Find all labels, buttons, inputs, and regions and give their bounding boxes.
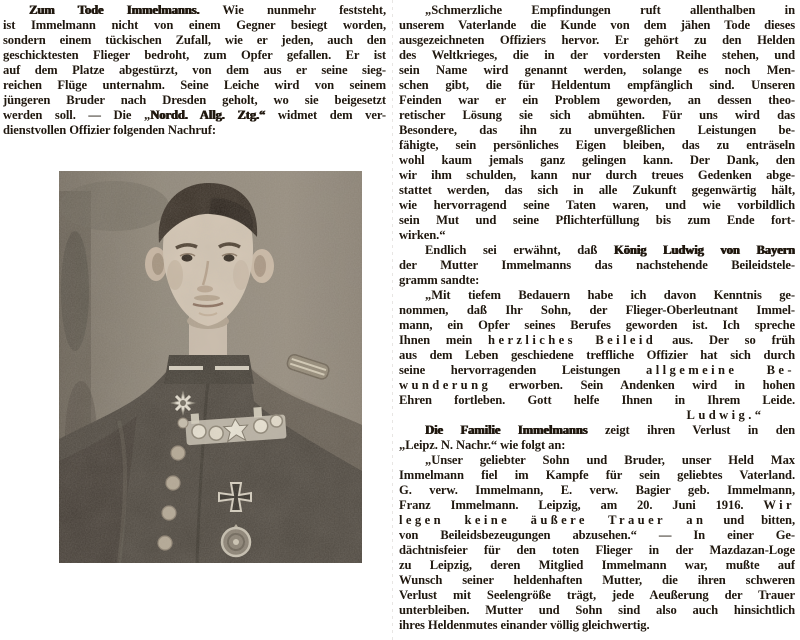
text-segment: „Unser geliebter Sohn und Bruder, unser Held Max (425, 453, 795, 467)
text-line (3, 78, 386, 93)
bold-text-segment: Nordd. Allg. Ztg.“ (150, 108, 266, 122)
text-line (399, 48, 795, 63)
text-segment: aus. Der so früh (656, 333, 795, 347)
text-segment: „Mit tiefem Bedauern habe ich davon Kenntnis ge- (425, 288, 795, 302)
text-line (399, 588, 795, 603)
text-segment: zu Leipzig, deren Mitglied Immelmann war, mußte auf (399, 558, 795, 572)
text-line (399, 273, 795, 288)
text-line (3, 63, 386, 78)
text-segment: auf dem Platze abgestürzt, von dem aus er seine sieg- (3, 63, 386, 77)
text-line (399, 363, 795, 378)
text-line (399, 138, 795, 153)
text-line (3, 123, 386, 138)
text-line (399, 18, 795, 33)
text-segment: G. verw. Immelmann, E. verw. Bagier geb. Immelmann, (399, 483, 795, 497)
text-line (399, 318, 795, 333)
text-segment: sein Mut und seine Pflichterfüllung bis zum Ende fort- (399, 213, 795, 227)
text-segment: „Leipz. N. Nachr.“ wie folgt an: (399, 438, 566, 452)
text-segment: wirken.“ (399, 228, 446, 242)
text-line (3, 93, 386, 108)
text-segment: Besondere, das ihn zu unvergeßlichen Leistungen be- (399, 123, 795, 137)
text-line (399, 513, 795, 528)
text-segment: sondern einem tückischen Zufall, wie er jeden, auch den (3, 33, 386, 47)
text-segment: dienstvollen Offizier folgenden Nachruf: (3, 123, 216, 137)
text-segment: stattet werden, das sich in alle Zukunft gegenwärtig hält, (399, 183, 795, 197)
text-segment: Ehren fortleben. Gott helfe Ihnen in Ihrem Leide. (399, 393, 795, 407)
text-line (399, 183, 795, 198)
immelmann-portrait-photo (59, 171, 362, 563)
text-line (399, 528, 795, 543)
text-segment: seine hervorragenden Leistungen (399, 363, 647, 377)
text-segment: Immelmann fiel im Kampfe für sein geliebtes Vaterland. (399, 468, 795, 482)
text-line (399, 78, 795, 93)
text-line (399, 618, 795, 633)
text-segment: erworben. Sein Andenken wird in hohen (491, 378, 795, 392)
text-line (399, 303, 795, 318)
intro-paragraph (3, 3, 386, 138)
text-segment: werden soll. — Die „ (3, 108, 151, 122)
text-line (399, 408, 795, 423)
text-line (399, 93, 795, 108)
text-segment: reichen Flüge unternahm. Seine Leiche wird von seinem (3, 78, 386, 92)
text-segment: wie hervorragend seine Taten waren, und wie vorbildlich (399, 198, 795, 212)
text-segment: sein Name wird genannt werden, solange es noch Men- (399, 63, 795, 77)
text-line (399, 438, 795, 453)
text-line (399, 213, 795, 228)
text-line (3, 108, 386, 123)
text-segment: “ (754, 408, 761, 422)
text-segment: ihres Heldenmutes einander völlig gleichwertig. (399, 618, 650, 632)
text-line (3, 48, 386, 63)
text-segment: fähigte, sein persönliches Eigen bleiben, das zu enträseln (399, 138, 795, 152)
text-segment: „Schmerzliche Empfindungen ruft allenthalben in (425, 3, 795, 17)
text-segment: Franz Immelmann. Leipzig, am 20. Juni 1916. (399, 498, 764, 512)
text-line (399, 558, 795, 573)
bold-text-segment: König Ludwig von Bayern (613, 243, 795, 257)
text-line (3, 18, 386, 33)
text-segment: Endlich sei erwähnt, daß (425, 243, 614, 257)
text-segment: gramm sandte: (399, 273, 480, 287)
column-fold-line (392, 0, 393, 640)
text-segment: Wie nunmehr feststeht, (199, 3, 386, 17)
text-segment: widmet dem ver- (265, 108, 386, 122)
text-line (399, 573, 795, 588)
text-line (399, 468, 795, 483)
text-line (399, 348, 795, 363)
text-segment: des Weltkrieges, die in der vordersten Reihe stehen, und (399, 48, 795, 62)
text-segment: unserem Vaterlande die Kunde von dem jähen Tode dieses (399, 18, 795, 32)
text-line (399, 243, 795, 258)
text-segment: wohl kaum jemals ganz gelingen kann. Der Dank, den (399, 153, 795, 167)
text-segment: Feinden war er ein Problem geworden, an dessen theo- (399, 93, 795, 107)
letterspaced-text-segment: Ludwig. (686, 408, 755, 422)
text-segment: wir ihm schulden, kann nur durch treues Gedenken abge- (399, 168, 795, 182)
text-segment: Ihnen mein (399, 333, 489, 347)
text-line (399, 498, 795, 513)
text-line (399, 153, 795, 168)
text-line (399, 603, 795, 618)
text-segment: dächtnisfeier für den toten Flieger in der Mazdazan-Loge (399, 543, 795, 557)
text-segment: und bitten, (706, 513, 795, 527)
bold-text-segment: Die Familie Immelmanns (425, 423, 588, 437)
letterspaced-text-segment: Wir (763, 498, 795, 512)
text-segment: ist Immelmann nicht von einem Gegner besiegt worden, (3, 18, 386, 32)
text-segment: aus dem Leben geschiedene treffliche Offizier hat sich durch (399, 348, 795, 362)
text-segment: schen gibt, die für Heldentum empfänglich sind. Unseren (399, 78, 795, 92)
text-segment: Verlust mit Seelengröße trägt, jede Aeußerung der Trauer (399, 588, 795, 602)
text-line (3, 33, 386, 48)
text-line (399, 33, 795, 48)
letterspaced-text-segment: wunderung (399, 378, 492, 392)
text-line (399, 393, 795, 408)
text-line (399, 168, 795, 183)
portrait-illustration (59, 171, 362, 563)
letterspaced-text-segment: allgemeine Be- (646, 363, 795, 377)
text-line (399, 3, 795, 18)
text-line (399, 378, 795, 393)
text-segment: retischer Lösung sie sich abmühten. Für uns wird das (399, 108, 795, 122)
text-line (399, 453, 795, 468)
letterspaced-text-segment: legen keine äußere Trauer an (399, 513, 707, 527)
text-line (399, 198, 795, 213)
text-line (399, 333, 795, 348)
text-line (399, 228, 795, 243)
text-segment: von Beileidsbezeugungen abzusehen.“ — In einer Ge- (399, 528, 795, 542)
text-line (399, 423, 795, 438)
bold-text-segment: Zum Tode Immelmanns. (29, 3, 200, 17)
text-segment: ausgezeichneten Offiziers hervor. Er gehört zu den Helden (399, 33, 795, 47)
text-segment: mann, ein Opfer seines Berufes geworden ist. Ich spreche (399, 318, 795, 332)
text-line (399, 483, 795, 498)
text-line (399, 63, 795, 78)
text-segment: unterbleiben. Mutter und Sohn sind also auch hinsichtlich (399, 603, 795, 617)
letterspaced-text-segment: herzliches Beileid (488, 333, 657, 347)
text-line (399, 108, 795, 123)
text-line (399, 288, 795, 303)
text-line (3, 3, 386, 18)
text-line (399, 258, 795, 273)
text-line (399, 543, 795, 558)
text-segment: nommen, daß Ihr Sohn, der Flieger-Oberleutnant Immel- (399, 303, 795, 317)
text-segment: jüngeren Bruder nach Dresden geholt, wo sie beigesetzt (3, 93, 386, 107)
text-line (399, 123, 795, 138)
text-segment: Wunsch seiner heldenhaften Mutter, die ihren schweren (399, 573, 795, 587)
text-segment: der Mutter Immelmanns das nachstehende Beileidstele- (399, 258, 795, 272)
text-segment: geschicktesten Flieger bedroht, zum Opfer gefallen. Er ist (3, 48, 386, 62)
right-column (399, 3, 795, 633)
text-segment: zeigt ihren Verlust in den (587, 423, 795, 437)
left-column (3, 3, 386, 563)
